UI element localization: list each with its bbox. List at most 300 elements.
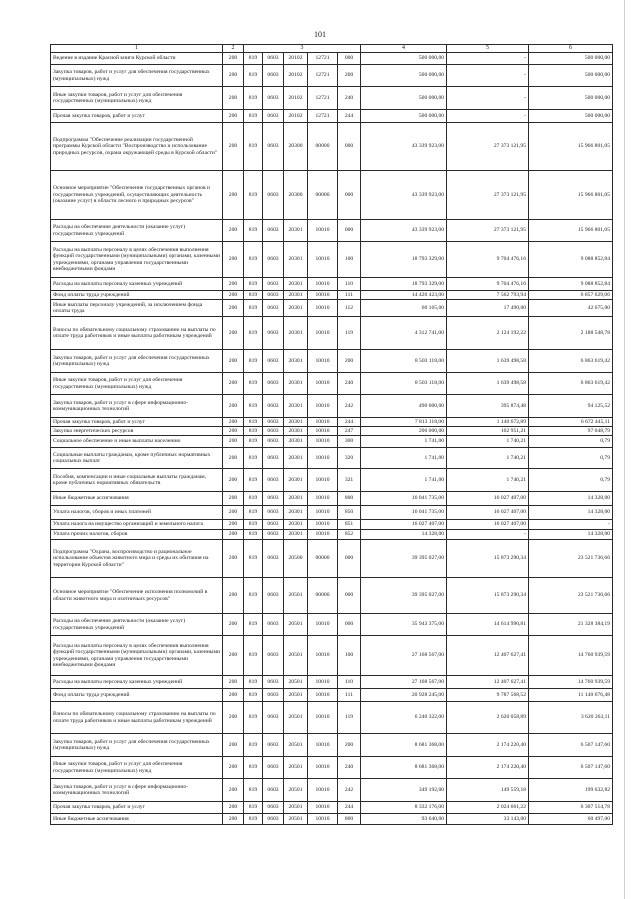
row-code-cell: 10010 [308,614,338,636]
row-code-cell: 20301 [284,506,308,520]
row-code-cell: 20301 [284,448,308,469]
row-code-cell: 20301 [284,373,308,395]
row-approved-cell: 4 312 741,00 [361,317,447,350]
row-code-cell: 819 [244,123,263,171]
row-approved-cell: 1 741,00 [361,436,447,448]
row-code-cell: 200 [223,530,244,540]
row-code-cell: 819 [244,636,263,676]
row-executed-cell: 16 027 407,00 [447,492,529,506]
row-remainder-cell: 0,79 [529,436,613,448]
row-code-cell: 000 [338,171,361,220]
row-code-cell: 0603 [263,171,284,220]
row-code-cell: 10010 [308,448,338,469]
row-code-cell: 200 [223,373,244,395]
row-executed-cell: 1 740,21 [447,469,529,492]
row-remainder-cell: 2 188 548,78 [529,317,613,350]
row-code-cell: 819 [244,373,263,395]
row-approved-cell: 27 168 567,00 [361,676,447,689]
row-executed-cell: 12 407 627,41 [447,676,529,689]
row-name-cell: Расходы на обеспечение деятельности (оказание услуг) государственных учреждений [51,614,223,636]
row-name-cell: Расходы на выплаты персоналу в целях обеспечения выполнения функций государственными (муниципальными) органами, казенными учреждениями, органами управления государственными внебюджетными фондами [51,242,223,278]
row-code-cell: 20301 [284,492,308,506]
row-name-cell: Прочая закупка товаров, работ и услуг [51,802,223,814]
row-approved-cell: 18 793 329,00 [361,278,447,291]
row-executed-cell: 17 490,00 [447,300,529,317]
row-name-cell: Иные бюджетные ассигнования [51,814,223,825]
row-code-cell: 200 [338,734,361,757]
row-remainder-cell: 6 507 147,60 [529,734,613,757]
row-remainder-cell: 23 521 736,66 [529,578,613,614]
table-row [51,87,613,110]
row-name-cell: Взносы по обязательному социальному страхованию на выплаты по оплате труда работников и иные выплаты работникам учреждений [51,702,223,734]
row-code-cell: 244 [338,802,361,814]
row-code-cell: 20301 [284,291,308,300]
row-code-cell: 200 [338,350,361,373]
row-code-cell: 0603 [263,53,284,65]
row-name-cell: Закупка товаров, работ и услуг для обеспечения государственных (муниципальных) нужд [51,734,223,757]
row-code-cell: 10010 [308,530,338,540]
row-code-cell: 800 [338,814,361,825]
row-remainder-cell: 500 000,00 [529,65,613,87]
table-row [51,492,613,506]
row-code-cell: 320 [338,448,361,469]
row-code-cell: 819 [244,492,263,506]
table-row [51,123,613,171]
row-remainder-cell: 14 328,00 [529,492,613,506]
row-executed-cell: 1 639 498,58 [447,350,529,373]
row-code-cell: 244 [338,418,361,427]
table-row [51,418,613,427]
row-remainder-cell: 14 760 939,59 [529,676,613,689]
row-name-cell: Уплата налогов, сборов и иных платежей [51,506,223,520]
header-col-5: 5 [447,45,529,53]
row-code-cell: 819 [244,802,263,814]
row-code-cell: 0603 [263,520,284,530]
header-row [51,45,613,53]
row-code-cell: 10010 [308,802,338,814]
row-code-cell: 819 [244,53,263,65]
row-code-cell: 850 [338,506,361,520]
row-code-cell: 0603 [263,65,284,87]
row-code-cell: 20500 [284,540,308,578]
row-code-cell: 20501 [284,757,308,779]
row-code-cell: 200 [223,448,244,469]
row-name-cell: Социальные выплаты гражданам, кроме публичных нормативных социальных выплат [51,448,223,469]
row-remainder-cell: 14 328,00 [529,530,613,540]
row-code-cell: 20501 [284,814,308,825]
table-row [51,350,613,373]
row-approved-cell: 35 943 375,00 [361,614,447,636]
table-row [51,427,613,436]
row-code-cell: 819 [244,506,263,520]
row-executed-cell: - [447,65,529,87]
row-code-cell: 0603 [263,110,284,123]
row-code-cell: 0603 [263,506,284,520]
row-code-cell: 819 [244,614,263,636]
row-code-cell: 0603 [263,418,284,427]
row-remainder-cell: 9 088 852,84 [529,242,613,278]
row-name-cell: Закупка товаров, работ и услуг для обеспечения государственных (муниципальных) нужд [51,65,223,87]
row-code-cell: 20501 [284,578,308,614]
row-code-cell: 0603 [263,636,284,676]
table-row [51,436,613,448]
row-code-cell: 200 [223,395,244,418]
row-code-cell: 10010 [308,220,338,242]
row-code-cell: 0603 [263,300,284,317]
row-name-cell: Уплата прочих налогов, сборов [51,530,223,540]
row-code-cell: 00000 [308,540,338,578]
header-col-3: 3 [244,45,361,53]
row-name-cell: Расходы на обеспечение деятельности (оказание услуг) государственных учреждений [51,220,223,242]
row-code-cell: 200 [223,492,244,506]
row-code-cell: 819 [244,427,263,436]
table-row [51,814,613,825]
row-executed-cell: - [447,530,529,540]
row-code-cell: 10010 [308,418,338,427]
row-code-cell: 0603 [263,530,284,540]
row-code-cell: 20102 [284,53,308,65]
row-code-cell: 000 [338,220,361,242]
row-executed-cell: 2 024 661,22 [447,802,529,814]
row-code-cell: 20301 [284,436,308,448]
table-row [51,53,613,65]
row-code-cell: 20102 [284,65,308,87]
row-code-cell: 200 [223,779,244,802]
row-code-cell: 819 [244,520,263,530]
row-approved-cell: 20 928 245,00 [361,689,447,702]
row-executed-cell: 9 787 568,52 [447,689,529,702]
table-row [51,373,613,395]
row-code-cell: 10010 [308,373,338,395]
row-remainder-cell: 0,79 [529,469,613,492]
row-approved-cell: 349 192,00 [361,779,447,802]
row-code-cell: 0603 [263,87,284,110]
row-code-cell: 10010 [308,278,338,291]
table-row [51,242,613,278]
row-code-cell: 0603 [263,757,284,779]
row-code-cell: 20501 [284,702,308,734]
row-code-cell: 119 [338,702,361,734]
row-code-cell: 00000 [308,578,338,614]
row-code-cell: 200 [223,65,244,87]
row-executed-cell: 1 639 498,58 [447,373,529,395]
row-code-cell: 20301 [284,520,308,530]
row-executed-cell: 102 951,21 [447,427,529,436]
row-code-cell: 819 [244,469,263,492]
row-code-cell: 852 [338,530,361,540]
row-code-cell: 12721 [308,110,338,123]
row-approved-cell: 8 332 176,00 [361,802,447,814]
row-code-cell: 819 [244,300,263,317]
row-code-cell: 300 [338,436,361,448]
row-code-cell: 10010 [308,636,338,676]
row-approved-cell: 93 640,00 [361,814,447,825]
row-executed-cell: 14 614 990,81 [447,614,529,636]
row-code-cell: 819 [244,317,263,350]
row-approved-cell: 43 339 923,00 [361,171,447,220]
row-code-cell: 819 [244,350,263,373]
row-name-cell: Основное мероприятие "Обеспечение исполнения полномочий в области животного мира и охотничьих ресурсов" [51,578,223,614]
table-row [51,220,613,242]
row-code-cell: 10010 [308,676,338,689]
row-code-cell: 200 [223,291,244,300]
row-approved-cell: 43 339 923,00 [361,123,447,171]
row-name-cell: Ведение в издание Красной книги Курской области [51,53,223,65]
row-code-cell: 819 [244,242,263,278]
row-code-cell: 20501 [284,779,308,802]
row-code-cell: 200 [223,278,244,291]
row-code-cell: 200 [223,520,244,530]
row-code-cell: 200 [223,436,244,448]
row-code-cell: 200 [223,702,244,734]
row-code-cell: 244 [338,110,361,123]
row-approved-cell: 16 041 735,00 [361,492,447,506]
row-code-cell: 000 [338,578,361,614]
row-code-cell: 20501 [284,614,308,636]
row-code-cell: 200 [338,65,361,87]
row-code-cell: 0603 [263,373,284,395]
row-code-cell: 12721 [308,53,338,65]
row-code-cell: 10010 [308,317,338,350]
row-code-cell: 0603 [263,278,284,291]
row-executed-cell: 2 620 058,89 [447,702,529,734]
table-row [51,614,613,636]
row-remainder-cell: 6 672 445,11 [529,418,613,427]
table-row [51,689,613,702]
row-remainder-cell: 94 125,52 [529,395,613,418]
row-code-cell: 0603 [263,469,284,492]
row-executed-cell: 15 873 290,34 [447,578,529,614]
row-code-cell: 200 [223,220,244,242]
row-remainder-cell: 500 000,00 [529,53,613,65]
row-code-cell: 819 [244,220,263,242]
row-code-cell: 200 [223,317,244,350]
row-code-cell: 200 [223,614,244,636]
row-approved-cell: 14 420 423,00 [361,291,447,300]
row-remainder-cell: 60 497,00 [529,814,613,825]
row-code-cell: 0603 [263,676,284,689]
row-code-cell: 200 [223,300,244,317]
row-code-cell: 10010 [308,427,338,436]
header-col-1: 1 [51,45,223,53]
row-remainder-cell: 15 966 801,05 [529,220,613,242]
row-code-cell: 819 [244,689,263,702]
table-row [51,110,613,123]
row-executed-cell: 2 124 192,22 [447,317,529,350]
header-col-2: 2 [223,45,244,53]
table-row [51,469,613,492]
row-executed-cell: 12 407 627,41 [447,636,529,676]
row-executed-cell: 33 143,00 [447,814,529,825]
row-remainder-cell: 14 760 939,59 [529,636,613,676]
row-executed-cell: 1 740,21 [447,448,529,469]
row-name-cell: Закупка товаров, работ и услуг в сфере информационно-коммуникационных технологий [51,779,223,802]
row-code-cell: 00000 [308,171,338,220]
page-number: 101 [314,30,326,39]
row-executed-cell: - [447,87,529,110]
row-code-cell: 10010 [308,350,338,373]
row-remainder-cell: - [529,520,613,530]
row-code-cell: 119 [338,317,361,350]
row-executed-cell: 1 140 672,89 [447,418,529,427]
row-approved-cell: 18 793 329,00 [361,242,447,278]
row-executed-cell: 2 174 220,40 [447,734,529,757]
row-code-cell: 819 [244,540,263,578]
row-code-cell: 20300 [284,171,308,220]
row-name-cell: Расходы на выплаты персоналу казенных учреждений [51,278,223,291]
row-code-cell: 110 [338,676,361,689]
row-code-cell: 20300 [284,123,308,171]
row-code-cell: 242 [338,779,361,802]
row-code-cell: 200 [223,734,244,757]
row-code-cell: 20501 [284,802,308,814]
row-name-cell: Иные бюджетные ассигнования [51,492,223,506]
budget-execution-table [50,44,613,825]
row-remainder-cell: 6 863 619,42 [529,350,613,373]
row-remainder-cell: 6 307 514,78 [529,802,613,814]
row-approved-cell: 1 741,00 [361,448,447,469]
row-name-cell: Закупка товаров, работ и услуг для обеспечения государственных (муниципальных) нужд [51,350,223,373]
row-executed-cell: 27 373 121,95 [447,220,529,242]
row-approved-cell: 27 168 567,00 [361,636,447,676]
row-code-cell: 819 [244,779,263,802]
row-code-cell: 819 [244,171,263,220]
row-code-cell: 10010 [308,689,338,702]
row-code-cell: 200 [223,53,244,65]
table-row [51,317,613,350]
row-code-cell: 20301 [284,427,308,436]
row-code-cell: 112 [338,300,361,317]
table-row [51,395,613,418]
row-remainder-cell: 11 140 676,48 [529,689,613,702]
row-code-cell: 10010 [308,300,338,317]
row-code-cell: 0603 [263,779,284,802]
row-code-cell: 0603 [263,242,284,278]
row-code-cell: 10010 [308,436,338,448]
table-row [51,171,613,220]
table-row [51,506,613,520]
row-code-cell: 100 [338,636,361,676]
row-code-cell: 247 [338,427,361,436]
row-approved-cell: 8 503 118,00 [361,373,447,395]
row-executed-cell: 149 559,18 [447,779,529,802]
row-remainder-cell: 500 000,00 [529,87,613,110]
row-code-cell: 200 [223,418,244,427]
row-approved-cell: 7 813 118,00 [361,418,447,427]
row-code-cell: 0603 [263,614,284,636]
row-code-cell: 000 [338,123,361,171]
row-approved-cell: 200 000,00 [361,427,447,436]
row-approved-cell: 8 681 368,00 [361,757,447,779]
row-code-cell: 0603 [263,291,284,300]
row-code-cell: 20301 [284,395,308,418]
row-approved-cell: 39 395 027,00 [361,540,447,578]
row-name-cell: Фонд оплаты труда учреждений [51,689,223,702]
table-row [51,291,613,300]
row-name-cell: Социальное обеспечение и иные выплаты населению [51,436,223,448]
row-approved-cell: 6 240 322,00 [361,702,447,734]
row-executed-cell: 395 874,48 [447,395,529,418]
row-approved-cell: 500 000,00 [361,110,447,123]
row-approved-cell: 14 328,00 [361,530,447,540]
row-code-cell: 0603 [263,220,284,242]
row-remainder-cell: 23 521 736,66 [529,540,613,578]
row-code-cell: 819 [244,110,263,123]
row-executed-cell: 1 740,21 [447,436,529,448]
row-code-cell: 819 [244,448,263,469]
row-code-cell: 20102 [284,87,308,110]
table-row [51,779,613,802]
row-code-cell: 819 [244,395,263,418]
row-name-cell: Закупка энергетических ресурсов [51,427,223,436]
row-code-cell: 200 [223,578,244,614]
row-code-cell: 200 [223,87,244,110]
row-code-cell: 20301 [284,317,308,350]
row-code-cell: 819 [244,702,263,734]
row-code-cell: 0603 [263,317,284,350]
row-code-cell: 240 [338,757,361,779]
row-code-cell: 800 [338,492,361,506]
row-code-cell: 0603 [263,734,284,757]
row-remainder-cell: 6 857 629,06 [529,291,613,300]
row-code-cell: 10010 [308,779,338,802]
row-code-cell: 110 [338,278,361,291]
row-approved-cell: 43 339 923,00 [361,220,447,242]
header-col-4: 4 [361,45,447,53]
row-code-cell: 851 [338,520,361,530]
row-code-cell: 20501 [284,676,308,689]
table-row [51,300,613,317]
row-executed-cell: 7 562 793,94 [447,291,529,300]
row-code-cell: 10010 [308,291,338,300]
row-approved-cell: 16 041 735,00 [361,506,447,520]
row-code-cell: 819 [244,436,263,448]
row-code-cell: 819 [244,578,263,614]
row-code-cell: 20102 [284,110,308,123]
row-code-cell: 20301 [284,350,308,373]
row-executed-cell: 16 027 407,00 [447,506,529,520]
row-remainder-cell: 14 328,00 [529,506,613,520]
row-name-cell: Уплата налога на имущество организаций и земельного налога [51,520,223,530]
row-code-cell: 819 [244,676,263,689]
row-code-cell: 0603 [263,350,284,373]
row-code-cell: 0603 [263,123,284,171]
table-row [51,65,613,87]
row-code-cell: 0603 [263,436,284,448]
row-approved-cell: 490 000,00 [361,395,447,418]
row-code-cell: 20301 [284,418,308,427]
row-name-cell: Расходы на выплаты персоналу в целях обеспечения выполнения функций государственными (муниципальными) органами, казенными учреждениями, органами управления государственными внебюджетными фондами [51,636,223,676]
row-code-cell: 10010 [308,702,338,734]
table-row [51,520,613,530]
page-edge-line [624,0,625,899]
row-executed-cell: 9 704 476,16 [447,242,529,278]
row-code-cell: 200 [223,427,244,436]
row-remainder-cell: 500 000,00 [529,110,613,123]
row-name-cell: Иные выплаты персоналу учреждений, за исключением фонда оплаты труда [51,300,223,317]
row-remainder-cell: 21 328 384,19 [529,614,613,636]
row-approved-cell: 500 000,00 [361,65,447,87]
row-code-cell: 200 [223,802,244,814]
row-code-cell: 0603 [263,492,284,506]
row-code-cell: 200 [223,757,244,779]
row-approved-cell: 8 503 118,00 [361,350,447,373]
row-name-cell: Закупка товаров, работ и услуг в сфере информационно-коммуникационных технологий [51,395,223,418]
row-approved-cell: 500 000,00 [361,87,447,110]
table-row [51,530,613,540]
row-code-cell: 000 [338,540,361,578]
table-row [51,676,613,689]
